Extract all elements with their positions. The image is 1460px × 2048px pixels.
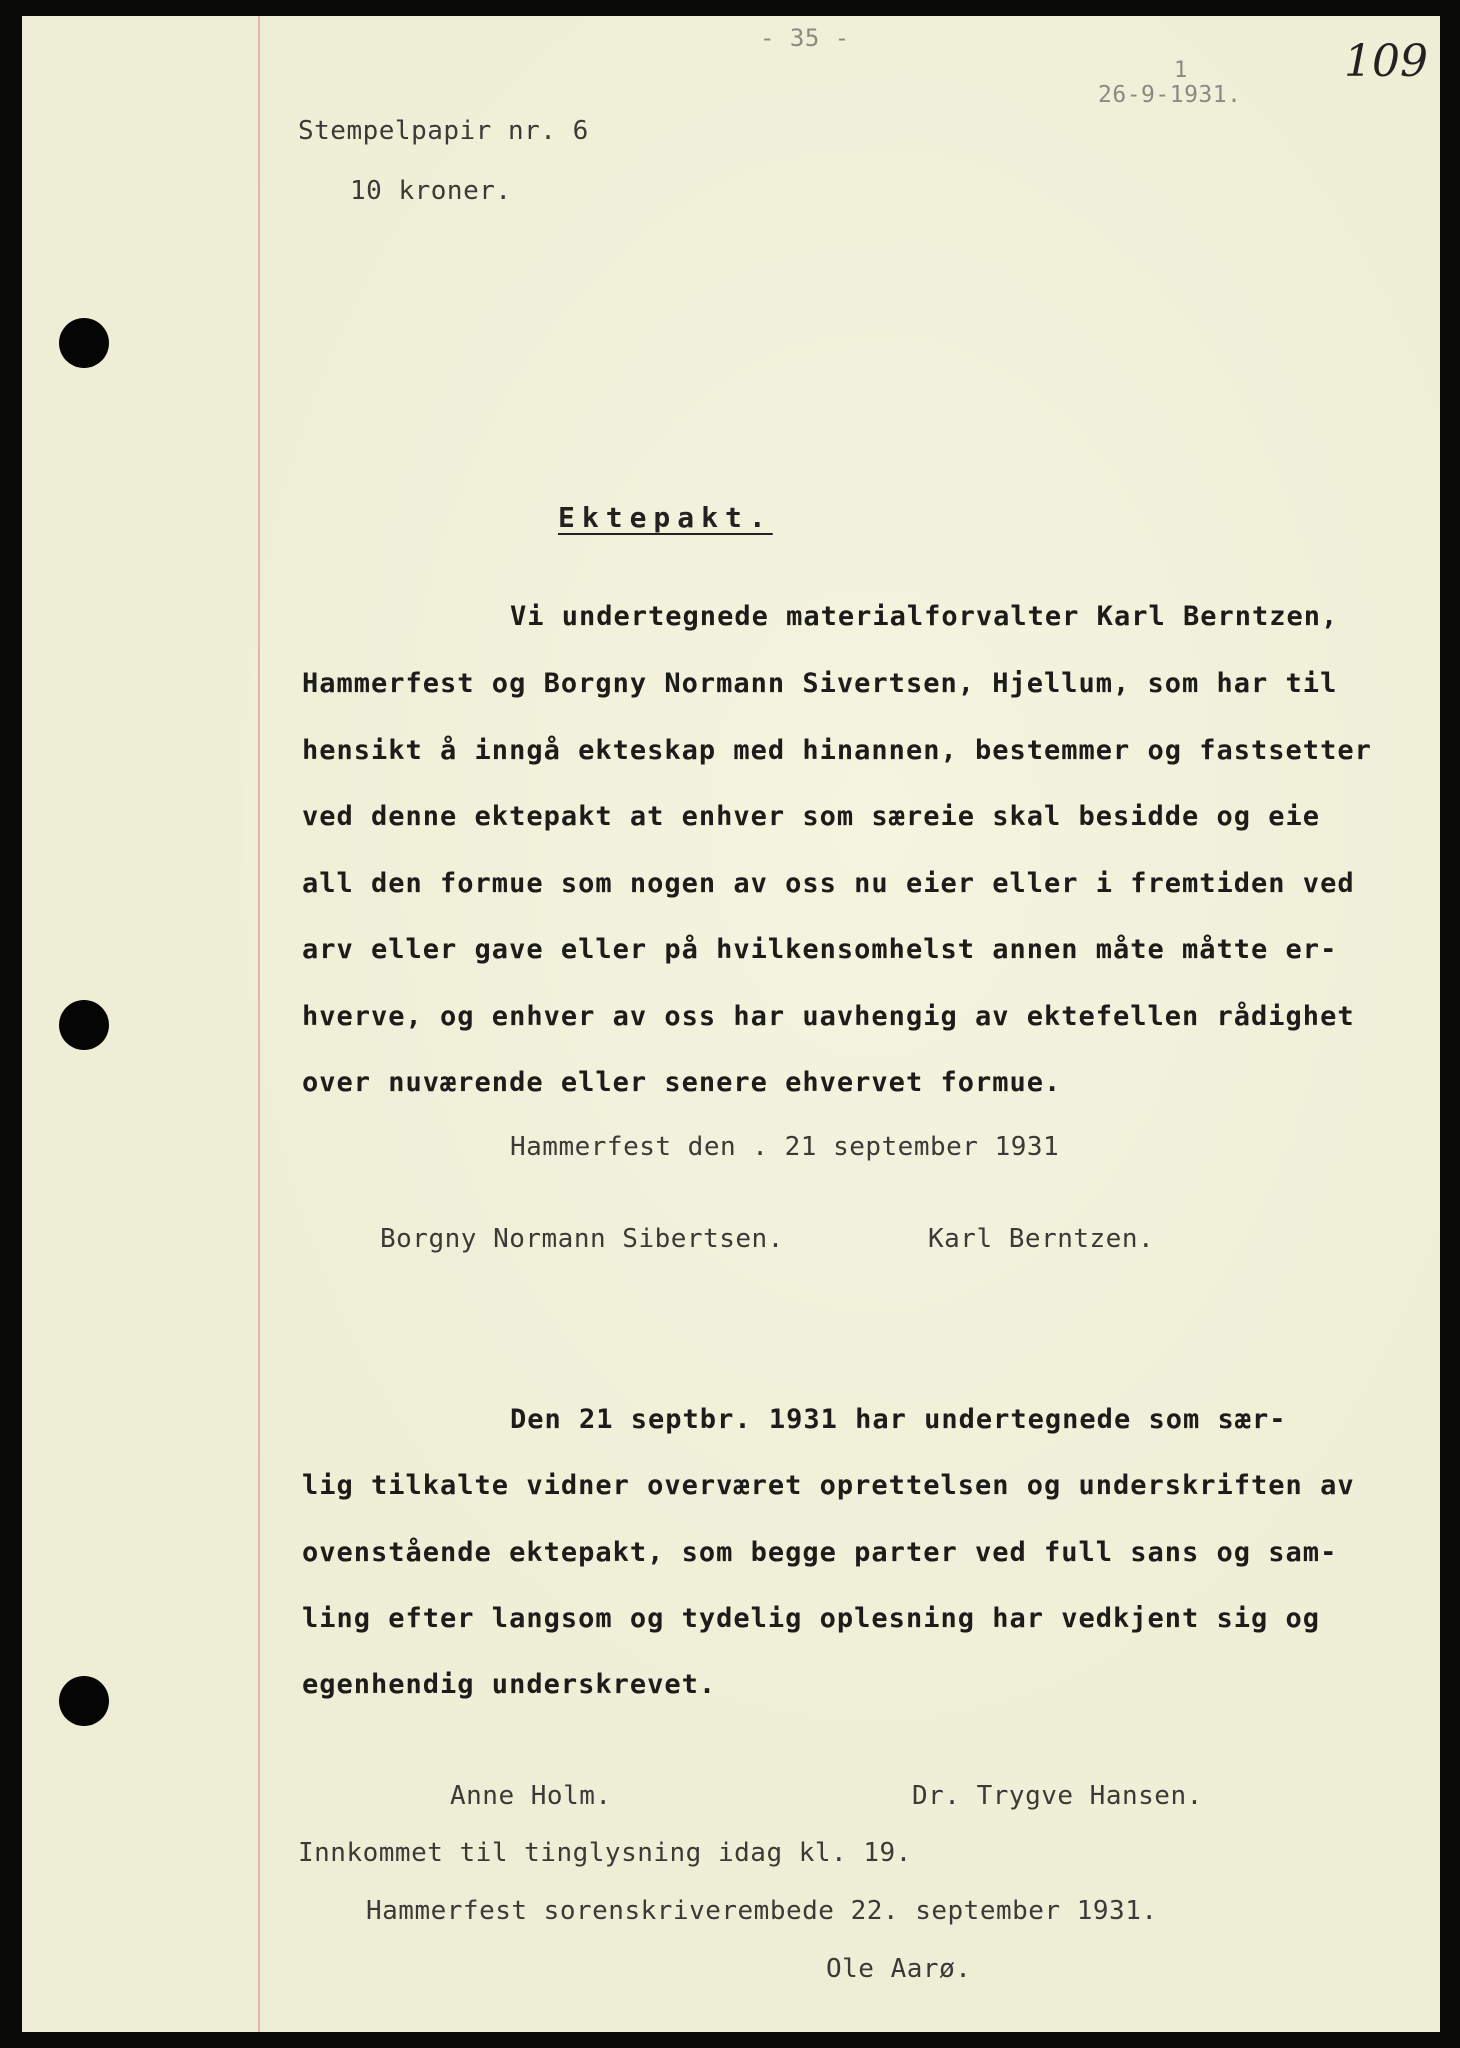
contract-line-6: arv eller gave eller på hvilkensomhelst annen måte måtte er- [302,934,1338,965]
contract-line-7: hverve, og enhver av oss har uavhengig av ektefellen rådighet [302,1001,1355,1032]
contract-line-8: over nuværende eller senere ehvervet formue. [302,1067,1062,1098]
witness-line-1: Den 21 septbr. 1931 har undertegnede som sær- [510,1404,1287,1435]
registration-line-2: Hammerfest sorenskriverembede 22. september 1931. [366,1896,1158,1926]
contract-line-5: all den formue som nogen av oss nu eier eller i fremtiden ved [302,868,1355,899]
witness-line-4: ling efter langsom og tydelig oplesning har vedkjent sig og [302,1603,1321,1634]
margin-rule [258,16,260,2032]
punch-hole-bottom [59,1676,109,1726]
page-number: 109 [1344,36,1428,87]
registration-line-1: Innkommet til tinglysning idag kl. 19. [298,1838,912,1868]
registration-signature: Ole Aarø. [826,1954,972,1984]
contract-line-1: Vi undertegnede materialforvalter Karl Berntzen, [510,601,1339,632]
page-marker: - 35 - [760,24,850,52]
stamp-paper-line1: Stempelpapir nr. 6 [298,116,589,146]
signature-party-2: Karl Berntzen. [928,1224,1155,1254]
punch-hole-middle [59,1000,109,1050]
punch-hole-top [59,318,109,368]
witness-line-3: ovenstående ektepakt, som begge parter ved full sans og sam- [302,1537,1338,1568]
contract-line-3: hensikt å inngå ekteskap med hinannen, bestemmer og fastsetter [302,735,1372,766]
stamp-number: 1 [1174,58,1188,83]
signature-party-1: Borgny Normann Sibertsen. [380,1224,784,1254]
witness-signature-1: Anne Holm. [450,1781,612,1811]
place-date-line: Hammerfest den . 21 september 1931 [510,1132,1060,1162]
contract-line-2: Hammerfest og Borgny Normann Sivertsen, Hjellum, som har til [302,668,1338,699]
document-title: Ektepakt. [558,501,773,534]
witness-line-2: lig tilkalte vidner overværet oprettelsen og underskriften av [302,1470,1355,1501]
document-page [22,16,1440,2032]
witness-signature-2: Dr. Trygve Hansen. [912,1781,1203,1811]
stamp-paper-line2: 10 kroner. [350,176,512,206]
stamp-date: 26-9-1931. [1098,82,1242,108]
witness-line-5: egenhendig underskrevet. [302,1669,717,1700]
contract-line-4: ved denne ektepakt at enhver som særeie skal besidde og eie [302,801,1321,832]
